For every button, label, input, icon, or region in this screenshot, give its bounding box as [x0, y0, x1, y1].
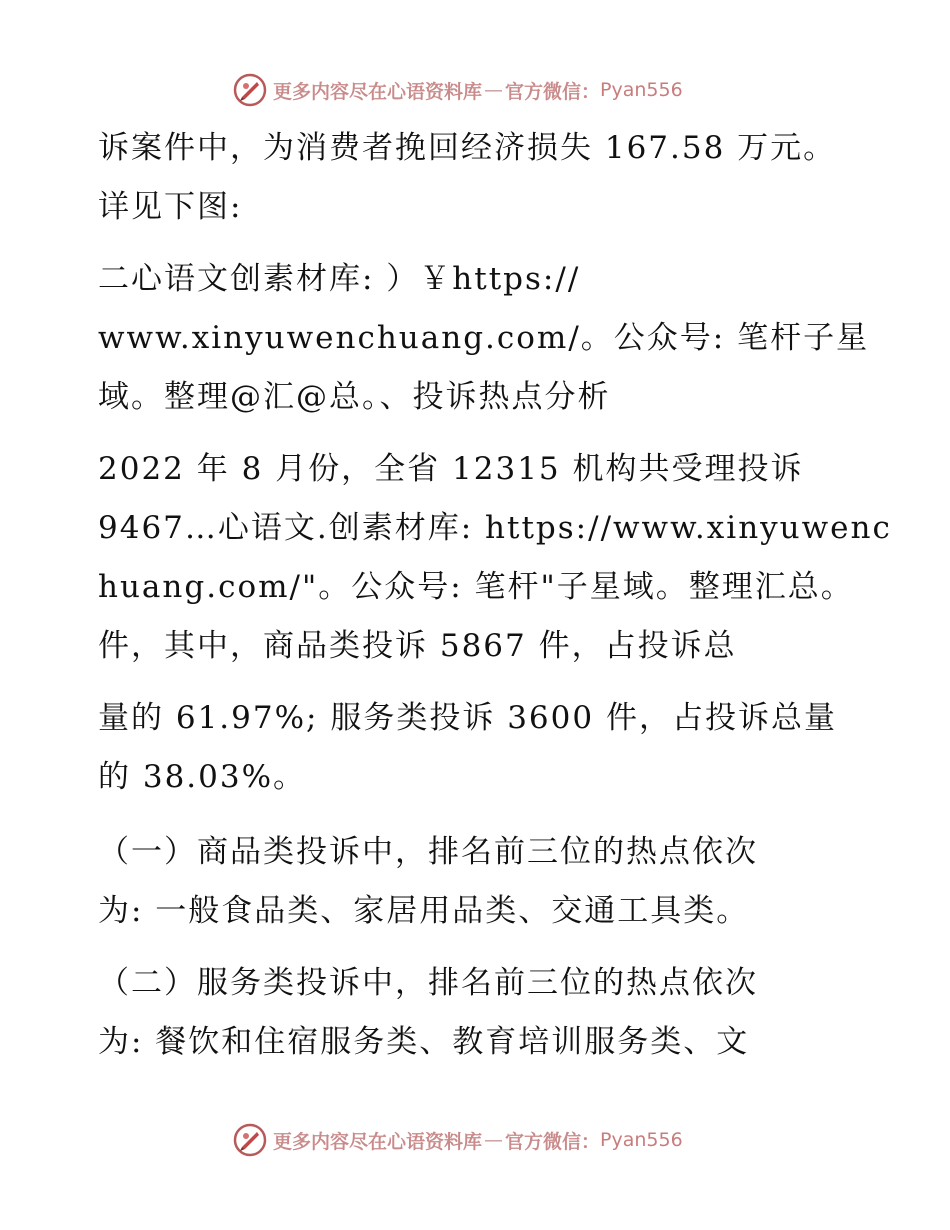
- body-line: 9467…心语文.创素材库: https://www.xinyuwenc: [98, 510, 892, 546]
- body-line: 为: 餐饮和住宿服务类、教育培训服务类、文: [98, 1024, 750, 1060]
- watermark-label: 官方微信：: [505, 1130, 601, 1153]
- body-line: 2022 年 8 月份，全省 12315 机构共受理投诉: [98, 451, 804, 487]
- quill-logo-icon: [233, 73, 267, 107]
- watermark-account: Pyan556: [600, 1129, 683, 1151]
- body-line: 件，其中，商品类投诉 5867 件，占投诉总: [98, 628, 737, 664]
- body-line: 详见下图:: [98, 189, 243, 225]
- watermark-text: 更多内容尽在心语资料库: [273, 1130, 483, 1153]
- body-line: 诉案件中，为消费者挽回经济损失 167.58 万元。: [98, 130, 837, 166]
- body-line: 量的 61.97%; 服务类投诉 3600 件，占投诉总量: [98, 700, 837, 736]
- quill-logo-icon: [233, 1123, 267, 1157]
- body-line: 为: 一般食品类、家居用品类、交通工具类。: [98, 893, 750, 929]
- watermark-separator: —: [484, 79, 504, 101]
- footer-watermark: [233, 1120, 733, 1160]
- body-line: huang.com/"。公众号: 笔杆"子星域。整理汇总。: [98, 569, 854, 605]
- body-line: 的 38.03%。: [98, 759, 307, 795]
- watermark-account: Pyan556: [600, 79, 683, 101]
- watermark-label: 官方微信：: [505, 80, 601, 103]
- watermark-text: 更多内容尽在心语资料库: [273, 80, 483, 103]
- header-watermark: [233, 70, 733, 110]
- body-line: （二）服务类投诉中，排名前三位的热点依次: [98, 965, 758, 1001]
- body-line: 二心语文创素材库: ）￥https://: [98, 261, 581, 297]
- watermark-separator: —: [484, 1129, 504, 1151]
- body-line: 域。整理@汇@总。、投诉热点分析: [98, 379, 611, 415]
- body-line: （一）商品类投诉中，排名前三位的热点依次: [98, 834, 758, 870]
- body-line: www.xinyuwenchuang.com/。公众号: 笔杆子星: [98, 320, 870, 356]
